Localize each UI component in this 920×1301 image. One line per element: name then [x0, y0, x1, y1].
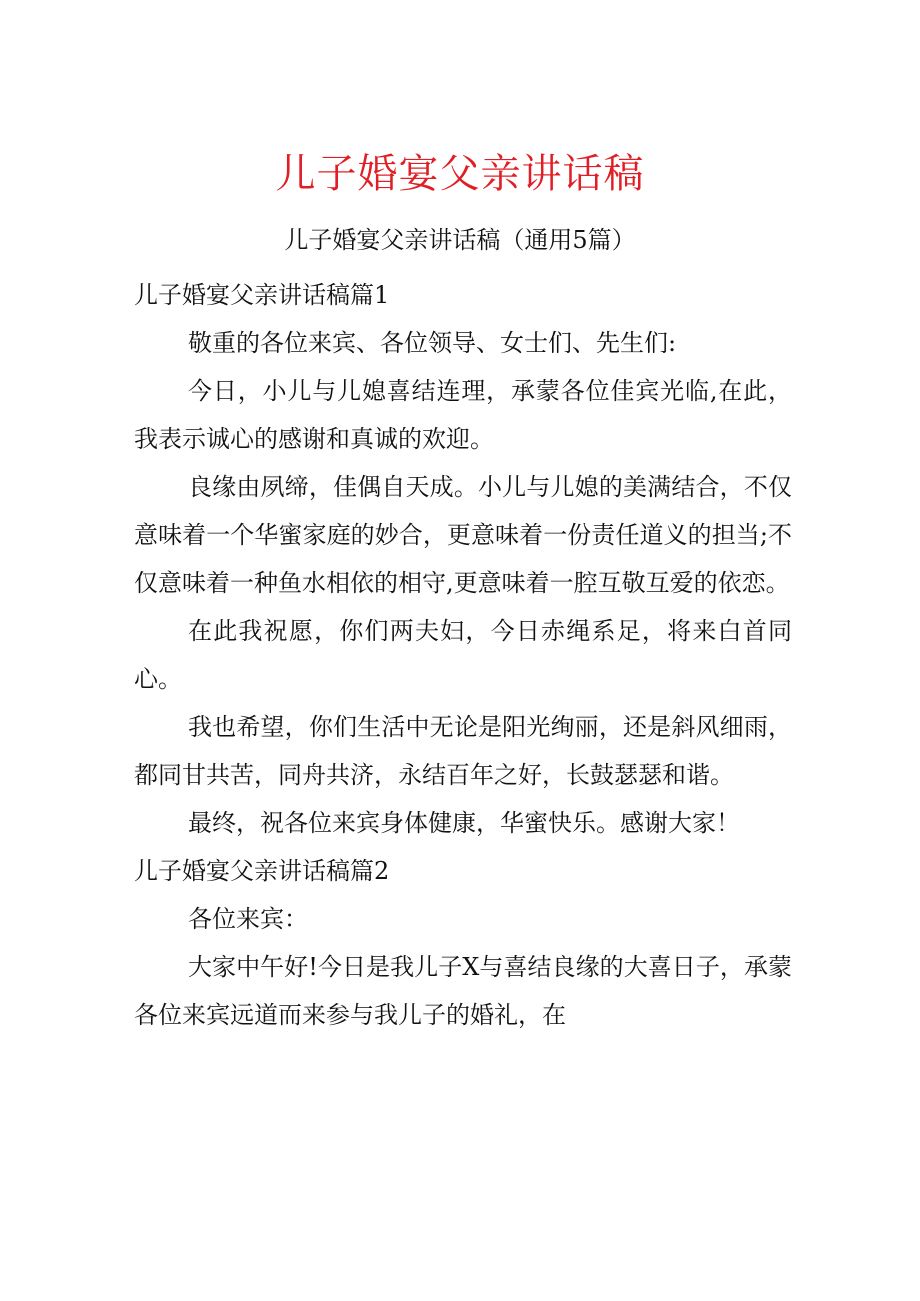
paragraph: 我也希望，你们生活中无论是阳光绚丽，还是斜风细雨，都同甘共苦，同舟共济，永结百年之好，长鼓瑟瑟和谐。 — [134, 713, 792, 789]
paragraph: 最终，祝各位来宾身体健康，华蜜快乐。感谢大家！ — [188, 809, 740, 837]
section-heading-1: 儿子婚宴父亲讲话稿篇1 — [134, 281, 390, 309]
section-heading-2: 儿子婚宴父亲讲话稿篇2 — [134, 857, 390, 885]
paragraph: 大家中午好!今日是我儿子X与喜结良缘的大喜日子，承蒙各位来宾远道而来参与我儿子的婚礼，在 — [134, 953, 792, 1029]
paragraph-greeting-2: 各位来宾： — [188, 905, 308, 933]
paragraph: 今日，小儿与儿媳喜结连理，承蒙各位佳宾光临,在此，我表示诚心的感谢和真诚的欢迎。 — [134, 377, 792, 453]
paragraph-greeting-1: 敬重的各位来宾、各位领导、女士们、先生们: — [188, 329, 677, 357]
paragraph: 良缘由夙缔，佳偶自天成。小儿与儿媳的美满结合，不仅意味着一个华蜜家庭的妙合，更意味着一份责任道义的担当;不仅意味着一种鱼水相依的相守,更意味着一腔互敬互爱的依恋。 — [134, 473, 792, 597]
document-subtitle: 儿子婚宴父亲讲话稿（通用5篇） — [284, 226, 636, 254]
document-title: 儿子婚宴父亲讲话稿 — [275, 151, 645, 197]
document-body — [134, 271, 792, 1039]
paragraph: 在此我祝愿，你们两夫妇，今日赤绳系足，将来白首同心。 — [134, 617, 792, 693]
